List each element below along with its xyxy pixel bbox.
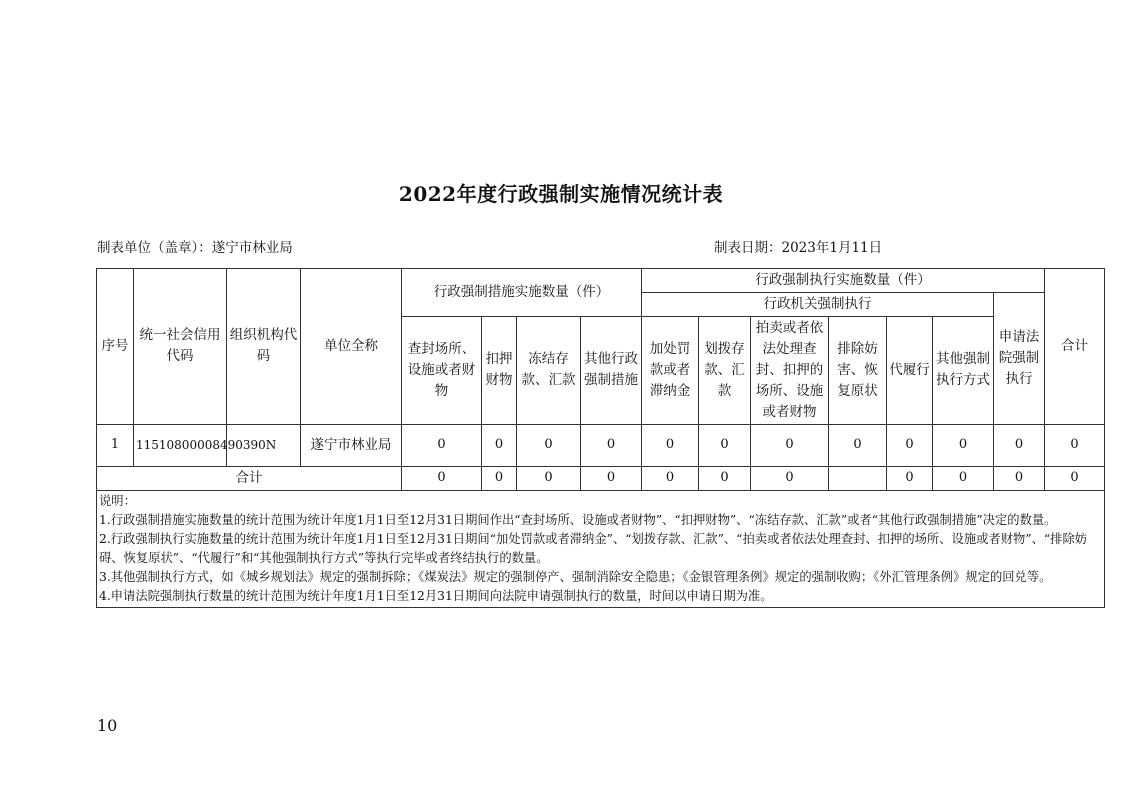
row-value: 0 [887,424,933,466]
row-value: 0 [402,424,482,466]
total-value: 0 [581,466,642,490]
note-item: 1.行政强制措施实施数量的统计范围为统计年度1月1日至12月31日期间作出“查封场所、设施或者财物”、“扣押财物”、“冻结存款、汇款”或者“其他行政强制措施”决定的数量。 [99,512,1057,527]
total-value: 0 [887,466,933,490]
row-value: 0 [699,424,751,466]
row-value: 0 [1045,424,1105,466]
page-title: 2022年度行政强制实施情况统计表 [398,182,724,206]
note-item: 4.申请法院强制执行数量的统计范围为统计年度1月1日至12月31日期间向法院申请强制执行的数量，时间以申请日期为准。 [99,588,773,603]
total-value: 0 [1045,466,1105,490]
notes-row [97,490,1105,607]
total-value: 0 [994,466,1045,490]
row-value: 0 [751,424,829,466]
page-number: 10 [97,716,118,735]
header-e1: 加处罚款或者滞纳金 [642,317,699,425]
header-total: 合计 [1045,269,1105,425]
total-value: 0 [482,466,517,490]
row-credit-code: 11510800008490390N [134,424,227,466]
header-seq: 序号 [97,269,134,425]
row-value: 0 [482,424,517,466]
header-credit-code: 统一社会信用代码 [134,269,227,425]
row-value: 0 [829,424,887,466]
table-row [97,424,1105,466]
row-value: 0 [933,424,994,466]
header-measures-group: 行政强制措施实施数量（件） [402,269,642,317]
header-enforce-group: 行政强制执行实施数量（件） [642,269,1045,293]
header-m4: 其他行政强制措施 [581,317,642,425]
total-value: 0 [699,466,751,490]
unit-line: 制表单位（盖章）：遂宁市林业局 [97,240,293,256]
total-value: 0 [751,466,829,490]
date-line: 制表日期：2023年1月11日 [714,240,883,256]
total-value: 0 [642,466,699,490]
total-value: 0 [933,466,994,490]
statistics-table [96,268,1105,608]
row-value: 0 [642,424,699,466]
total-value [829,466,887,490]
total-row [97,466,1105,490]
header-m1: 查封场所、设施或者财物 [402,317,482,425]
total-value: 0 [517,466,581,490]
total-value: 0 [402,466,482,490]
row-value: 0 [517,424,581,466]
header-agency-group: 行政机关强制执行 [642,293,994,317]
header-m2: 扣押财物 [482,317,517,425]
header-e3: 拍卖或者依法处理查封、扣押的场所、设施或者财物 [751,317,829,425]
header-e2: 划拨存款、汇款 [699,317,751,425]
header-e6: 其他强制执行方式 [933,317,994,425]
header-court: 申请法院强制执行 [994,293,1045,425]
header-org-code: 组织机构代码 [227,269,301,425]
note-item: 3.其他强制执行方式，如《城乡规划法》规定的强制拆除；《煤炭法》规定的强制停产、强制消除安全隐患；《金银管理条例》规定的强制收购；《外汇管理条例》规定的回兑等。 [99,569,1052,584]
row-value: 0 [994,424,1045,466]
note-item: 2.行政强制执行实施数量的统计范围为统计年度1月1日至12月31日期间“加处罚款或者滞纳金”、“划拨存款、汇款”、“拍卖或者依法处理查封、扣押的场所、设施或者财物”、“排除妨碍、恢复原状”、“代履行”和“其他强制执行方式”等执行完毕或者终结执行的数量。 [99,531,1088,565]
row-value: 0 [581,424,642,466]
header-unit-name: 单位全称 [301,269,402,425]
header-e5: 代履行 [887,317,933,425]
header-m3: 冻结存款、汇款 [517,317,581,425]
total-label: 合计 [97,466,402,490]
notes-cell [97,490,1105,607]
row-seq: 1 [97,424,134,466]
notes-heading: 说明： [99,493,136,508]
header-e4: 排除妨害、恢复原状 [829,317,887,425]
row-unit-name: 遂宁市林业局 [301,424,402,466]
